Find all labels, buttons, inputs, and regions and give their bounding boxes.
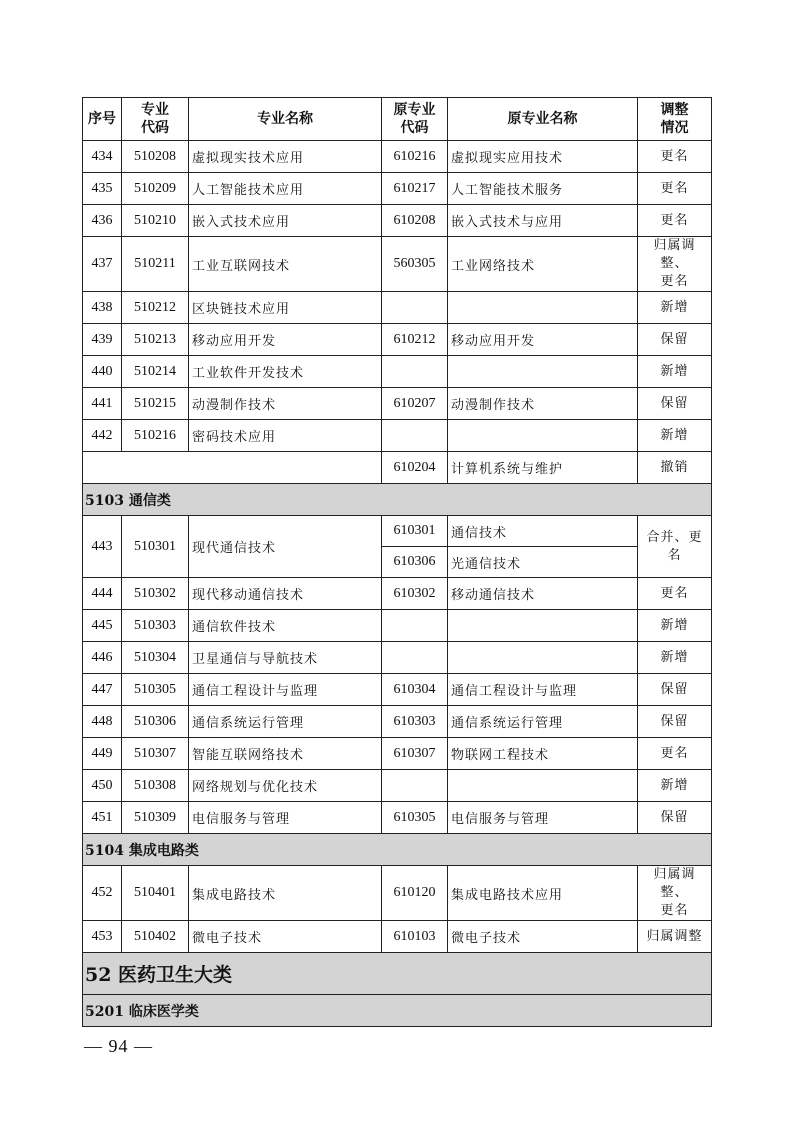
row-orig-code: 610208 (382, 205, 448, 237)
row-seq: 436 (83, 205, 122, 237)
row-name: 区块链技术应用 (189, 292, 382, 324)
row-seq: 452 (83, 866, 122, 921)
row-seq: 442 (83, 420, 122, 452)
row-orig-code: 610304 (382, 674, 448, 706)
row-code: 510209 (122, 173, 189, 205)
table-row (83, 388, 712, 420)
row-orig-name: 计算机系统与维护 (448, 452, 638, 484)
header-code: 专业 代码 (122, 98, 189, 141)
row-adjust: 新增 (638, 356, 712, 388)
row-orig-code: 610306 (382, 547, 448, 578)
row-orig-name: 移动通信技术 (448, 578, 638, 610)
table-row (83, 921, 712, 953)
row-orig-code: 610103 (382, 921, 448, 953)
row-name: 工业互联网技术 (189, 237, 382, 292)
row-orig-code (382, 356, 448, 388)
row-name: 集成电路技术 (189, 866, 382, 921)
row-orig-name: 人工智能技术服务 (448, 173, 638, 205)
row-code: 510306 (122, 706, 189, 738)
row-empty (83, 452, 382, 484)
row-code: 510212 (122, 292, 189, 324)
row-orig-code (382, 642, 448, 674)
row-code: 510303 (122, 610, 189, 642)
row-orig-code: 610217 (382, 173, 448, 205)
row-orig-code: 610301 (382, 516, 448, 547)
row-orig-code: 610212 (382, 324, 448, 356)
row-code: 510210 (122, 205, 189, 237)
table-row (83, 770, 712, 802)
row-code: 510215 (122, 388, 189, 420)
table-row (83, 610, 712, 642)
row-seq: 441 (83, 388, 122, 420)
row-orig-code: 610305 (382, 802, 448, 834)
row-orig-name: 物联网工程技术 (448, 738, 638, 770)
header-name: 专业名称 (189, 98, 382, 141)
row-orig-name: 微电子技术 (448, 921, 638, 953)
row-orig-code: 610302 (382, 578, 448, 610)
row-orig-name: 移动应用开发 (448, 324, 638, 356)
row-orig-code: 610303 (382, 706, 448, 738)
row-adjust: 保留 (638, 706, 712, 738)
header-orig-code: 原专业 代码 (382, 98, 448, 141)
category-52 (83, 953, 712, 995)
table-row (83, 420, 712, 452)
row-code: 510401 (122, 866, 189, 921)
row-orig-name (448, 292, 638, 324)
row-seq: 451 (83, 802, 122, 834)
table-row (83, 802, 712, 834)
table-row (83, 738, 712, 770)
row-adjust: 更名 (638, 141, 712, 173)
table-row (83, 237, 712, 292)
category-5104 (83, 834, 712, 866)
row-adjust: 保留 (638, 674, 712, 706)
row-orig-code: 610207 (382, 388, 448, 420)
row-code: 510307 (122, 738, 189, 770)
category-52-label: 52 医药卫生大类 (83, 953, 712, 995)
row-orig-name: 通信工程设计与监理 (448, 674, 638, 706)
row-name: 通信系统运行管理 (189, 706, 382, 738)
row-adjust: 新增 (638, 642, 712, 674)
row-orig-name (448, 770, 638, 802)
row-seq: 439 (83, 324, 122, 356)
row-orig-code: 610216 (382, 141, 448, 173)
row-code: 510213 (122, 324, 189, 356)
table-row (83, 674, 712, 706)
row-seq: 449 (83, 738, 122, 770)
row-adjust: 归属调整 (638, 921, 712, 953)
row-name: 网络规划与优化技术 (189, 770, 382, 802)
row-code: 510304 (122, 642, 189, 674)
row-name: 密码技术应用 (189, 420, 382, 452)
row-adjust: 保留 (638, 388, 712, 420)
row-code: 510301 (122, 516, 189, 578)
table-row (83, 205, 712, 237)
row-adjust: 新增 (638, 292, 712, 324)
row-orig-name (448, 610, 638, 642)
row-code: 510402 (122, 921, 189, 953)
row-orig-name: 通信技术 (448, 516, 638, 547)
row-orig-code: 610204 (382, 452, 448, 484)
row-orig-name: 电信服务与管理 (448, 802, 638, 834)
row-seq: 447 (83, 674, 122, 706)
table-row (83, 706, 712, 738)
row-name: 通信软件技术 (189, 610, 382, 642)
row-adjust: 更名 (638, 205, 712, 237)
row-orig-name: 集成电路技术应用 (448, 866, 638, 921)
table-row-cancelled (83, 452, 712, 484)
row-orig-code: 560305 (382, 237, 448, 292)
row-name: 动漫制作技术 (189, 388, 382, 420)
row-seq: 453 (83, 921, 122, 953)
row-orig-name: 工业网络技术 (448, 237, 638, 292)
row-orig-code: 610120 (382, 866, 448, 921)
row-name: 工业软件开发技术 (189, 356, 382, 388)
category-5104-label: 5104 集成电路类 (83, 834, 712, 866)
table-header-row (83, 98, 712, 141)
row-adjust: 保留 (638, 802, 712, 834)
table-row (83, 578, 712, 610)
row-name: 现代通信技术 (189, 516, 382, 578)
row-orig-name: 通信系统运行管理 (448, 706, 638, 738)
row-seq: 435 (83, 173, 122, 205)
row-name: 微电子技术 (189, 921, 382, 953)
row-orig-name: 光通信技术 (448, 547, 638, 578)
row-adjust: 归属调整、 更名 (638, 866, 712, 921)
row-orig-code: 610307 (382, 738, 448, 770)
category-5103 (83, 484, 712, 516)
row-orig-code (382, 420, 448, 452)
row-adjust: 更名 (638, 738, 712, 770)
row-name: 现代移动通信技术 (189, 578, 382, 610)
row-seq: 450 (83, 770, 122, 802)
row-seq: 438 (83, 292, 122, 324)
page-number: — 94 — (84, 1036, 153, 1056)
row-name: 移动应用开发 (189, 324, 382, 356)
row-name: 电信服务与管理 (189, 802, 382, 834)
row-orig-name: 虚拟现实应用技术 (448, 141, 638, 173)
row-seq: 440 (83, 356, 122, 388)
row-name: 虚拟现实技术应用 (189, 141, 382, 173)
row-orig-name (448, 420, 638, 452)
row-code: 510309 (122, 802, 189, 834)
row-name: 嵌入式技术应用 (189, 205, 382, 237)
header-adjust: 调整 情况 (638, 98, 712, 141)
row-orig-name (448, 642, 638, 674)
row-name: 通信工程设计与监理 (189, 674, 382, 706)
row-adjust: 新增 (638, 420, 712, 452)
row-adjust: 归属调整、 更名 (638, 237, 712, 292)
row-code: 510211 (122, 237, 189, 292)
category-5201-label: 5201 临床医学类 (83, 995, 712, 1027)
row-name: 智能互联网络技术 (189, 738, 382, 770)
category-5103-label: 5103 通信类 (83, 484, 712, 516)
table-row (83, 866, 712, 921)
table-row (83, 324, 712, 356)
row-code: 510216 (122, 420, 189, 452)
row-name: 卫星通信与导航技术 (189, 642, 382, 674)
row-orig-code (382, 770, 448, 802)
row-orig-name (448, 356, 638, 388)
row-name: 人工智能技术应用 (189, 173, 382, 205)
table-row (83, 516, 712, 547)
row-orig-code (382, 292, 448, 324)
row-adjust: 新增 (638, 770, 712, 802)
row-seq: 448 (83, 706, 122, 738)
row-orig-name: 嵌入式技术与应用 (448, 205, 638, 237)
row-code: 510308 (122, 770, 189, 802)
row-seq: 443 (83, 516, 122, 578)
table-row (83, 356, 712, 388)
row-adjust: 新增 (638, 610, 712, 642)
row-code: 510214 (122, 356, 189, 388)
major-adjustment-table (82, 97, 712, 1027)
row-seq: 445 (83, 610, 122, 642)
row-seq: 434 (83, 141, 122, 173)
header-orig-name: 原专业名称 (448, 98, 638, 141)
category-5201 (83, 995, 712, 1027)
row-orig-name: 动漫制作技术 (448, 388, 638, 420)
table-row (83, 292, 712, 324)
row-seq: 446 (83, 642, 122, 674)
table-row (83, 642, 712, 674)
row-code: 510305 (122, 674, 189, 706)
row-seq: 437 (83, 237, 122, 292)
row-adjust: 撤销 (638, 452, 712, 484)
row-orig-code (382, 610, 448, 642)
row-code: 510208 (122, 141, 189, 173)
row-seq: 444 (83, 578, 122, 610)
row-adjust: 更名 (638, 173, 712, 205)
table-row (83, 141, 712, 173)
row-code: 510302 (122, 578, 189, 610)
row-adjust: 更名 (638, 578, 712, 610)
table-row (83, 173, 712, 205)
row-adjust: 合并、更名 (638, 516, 712, 578)
header-seq: 序号 (83, 98, 122, 141)
row-adjust: 保留 (638, 324, 712, 356)
